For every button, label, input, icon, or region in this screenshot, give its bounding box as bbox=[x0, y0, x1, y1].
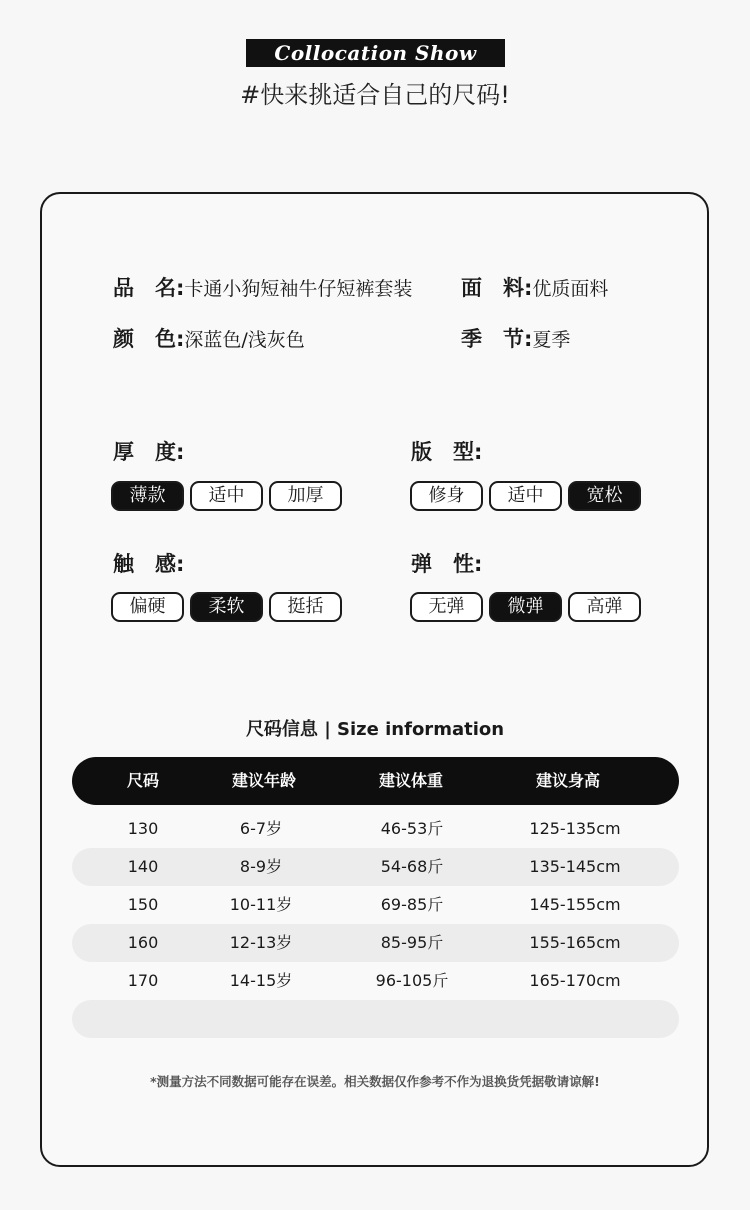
thickness-options bbox=[111, 481, 342, 511]
table-cell: 140 bbox=[127, 857, 159, 876]
attr-title-thickness: 厚 度: bbox=[113, 440, 185, 464]
table-cell: 130 bbox=[127, 819, 159, 838]
header-cell: 建议年龄 bbox=[231, 771, 297, 790]
chip-option[interactable]: 宽松 bbox=[568, 481, 641, 511]
header-cell: 尺码 bbox=[126, 771, 160, 790]
chip-option[interactable]: 适中 bbox=[190, 481, 263, 511]
info-product-name bbox=[113, 274, 412, 303]
info-season bbox=[461, 325, 570, 354]
fit-options bbox=[410, 481, 641, 511]
table-row bbox=[72, 886, 679, 924]
attr-title-feel: 触 感: bbox=[113, 552, 185, 576]
chip-option[interactable]: 适中 bbox=[489, 481, 562, 511]
table-cell: 8-9岁 bbox=[239, 857, 283, 876]
attr-title-elasticity: 弹 性: bbox=[411, 552, 483, 576]
size-table-header bbox=[72, 757, 679, 805]
page-subtitle: #快来挑适合自己的尺码! bbox=[240, 81, 510, 109]
info-value: 深蓝色/浅灰色 bbox=[184, 329, 305, 351]
chip-option[interactable]: 柔软 bbox=[190, 592, 263, 622]
table-row bbox=[72, 962, 679, 1000]
table-cell: 85-95斤 bbox=[380, 933, 444, 952]
collocation-show-banner: Collocation Show bbox=[246, 39, 505, 67]
chip-option[interactable]: 高弹 bbox=[568, 592, 641, 622]
info-label: 面 料: bbox=[461, 276, 533, 300]
table-cell: 145-155cm bbox=[529, 895, 621, 914]
header-cell: 建议体重 bbox=[378, 771, 444, 790]
table-cell: 14-15岁 bbox=[229, 971, 293, 990]
chip-option[interactable]: 加厚 bbox=[269, 481, 342, 511]
table-cell: 165-170cm bbox=[529, 971, 621, 990]
table-row bbox=[72, 810, 679, 848]
table-cell: 135-145cm bbox=[529, 857, 621, 876]
chip-option[interactable]: 挺括 bbox=[269, 592, 342, 622]
table-row bbox=[72, 848, 679, 886]
chip-option[interactable]: 偏硬 bbox=[111, 592, 184, 622]
chip-option[interactable]: 无弹 bbox=[410, 592, 483, 622]
table-row bbox=[72, 924, 679, 962]
info-value: 卡通小狗短袖牛仔短裤套装 bbox=[184, 278, 413, 300]
chip-option[interactable]: 薄款 bbox=[111, 481, 184, 511]
measurement-note: *测量方法不同数据可能存在误差。相关数据仅作参考不作为退换货凭据敬请谅解! bbox=[150, 1074, 600, 1089]
table-cell: 12-13岁 bbox=[229, 933, 293, 952]
table-cell: 10-11岁 bbox=[229, 895, 293, 914]
info-value: 夏季 bbox=[532, 329, 571, 351]
chip-option[interactable]: 修身 bbox=[410, 481, 483, 511]
attr-title-fit: 版 型: bbox=[411, 440, 483, 464]
info-label: 颜 色: bbox=[113, 327, 185, 351]
table-cell: 170 bbox=[127, 971, 159, 990]
chip-option[interactable]: 微弹 bbox=[489, 592, 562, 622]
info-label: 季 节: bbox=[461, 327, 533, 351]
info-fabric bbox=[461, 274, 608, 303]
table-cell: 96-105斤 bbox=[375, 971, 449, 990]
table-cell: 125-135cm bbox=[529, 819, 621, 838]
header-cell: 建议身高 bbox=[535, 771, 601, 790]
elasticity-options bbox=[410, 592, 641, 622]
size-table-heading: 尺码信息 | Size information bbox=[245, 719, 505, 740]
table-cell: 150 bbox=[127, 895, 159, 914]
table-cell: 69-85斤 bbox=[380, 895, 444, 914]
table-cell: 54-68斤 bbox=[380, 857, 444, 876]
feel-options bbox=[111, 592, 342, 622]
table-cell: 160 bbox=[127, 933, 159, 952]
info-color bbox=[113, 325, 305, 354]
table-cell: 46-53斤 bbox=[380, 819, 444, 838]
info-value: 优质面料 bbox=[532, 278, 609, 300]
table-row-empty bbox=[72, 1000, 679, 1038]
info-label: 品 名: bbox=[113, 276, 185, 300]
table-cell: 6-7岁 bbox=[239, 819, 283, 838]
table-cell: 155-165cm bbox=[529, 933, 621, 952]
